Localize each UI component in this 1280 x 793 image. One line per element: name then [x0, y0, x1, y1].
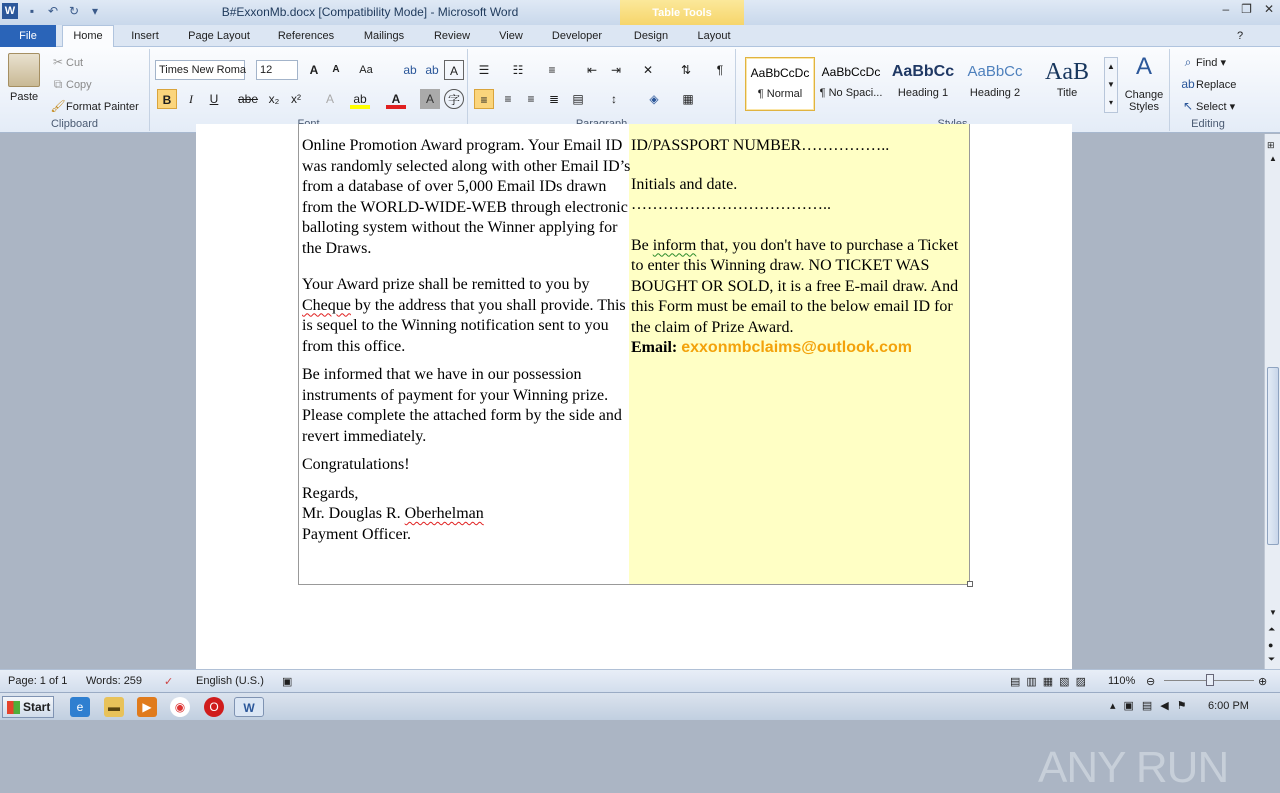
sort-icon[interactable]: ⇅ — [680, 63, 692, 77]
tab-home[interactable]: Home — [62, 25, 114, 48]
zoom-level[interactable]: 110% — [1108, 675, 1136, 687]
proofing-icon[interactable]: ✓ — [164, 676, 174, 688]
replace-button[interactable]: abReplace — [1181, 77, 1237, 91]
styles-group — [736, 49, 1170, 131]
editing-group — [1170, 49, 1246, 131]
select-button[interactable]: ↖ Select ▾ — [1180, 99, 1235, 113]
help-icon[interactable]: ? — [1236, 30, 1244, 42]
zoom-out-icon[interactable]: ⊖ — [1146, 676, 1156, 688]
prev-page-icon[interactable]: ⏶ — [1268, 624, 1276, 634]
font-name-box[interactable]: Times New Roma — [155, 60, 245, 80]
tab-mailings[interactable]: Mailings — [363, 30, 405, 42]
browse-object-icon[interactable]: ● — [1268, 640, 1274, 650]
close-icon[interactable]: ✕ — [1263, 2, 1274, 16]
highlight-icon[interactable]: ab — [350, 89, 370, 109]
multilevel-list-icon[interactable]: ≡ — [548, 63, 556, 77]
tab-design[interactable]: Design — [633, 30, 669, 42]
redo-icon[interactable]: ↻ — [68, 4, 80, 18]
minimize-icon[interactable]: – — [1222, 2, 1230, 16]
ribbon-tabs — [0, 25, 1280, 47]
remit-paragraph: Your Award prize shall be remitted to you by Cheque by the address that you shall provide. This is sequel to the Winning notification sent to you from this office. — [302, 276, 626, 355]
window-controls — [1222, 2, 1274, 16]
editing-label: Editing — [1191, 118, 1225, 130]
italic-icon[interactable]: I — [189, 92, 193, 106]
ribbon — [0, 47, 1280, 133]
ie-icon[interactable]: e — [70, 697, 90, 717]
decrease-indent-icon[interactable]: ⇤ — [586, 63, 598, 77]
initials-line: Initials and date. — [631, 175, 738, 193]
passport-line: ID/PASSPORT NUMBER…………….. — [631, 137, 890, 154]
table-border-left — [298, 124, 299, 585]
start-button[interactable]: Start — [2, 696, 54, 718]
align-center-icon[interactable]: ≡ — [504, 92, 512, 106]
tab-page-layout[interactable]: Page Layout — [188, 30, 250, 42]
text-effects-icon[interactable]: A — [325, 92, 334, 106]
scroll-thumb[interactable] — [1267, 367, 1279, 545]
save-icon[interactable]: ▪ — [29, 4, 35, 18]
view-buttons[interactable]: ▤▥▦▧▨ — [1010, 676, 1092, 688]
email-line: Email: exxonmbclaims@outlook.com — [631, 339, 912, 356]
award-paragraph: Online Promotion Award program. Your Email ID was randomly selected along with other Email ID’s from a database of over 5,000 Email IDs drawn from the WORLD-WIDE-WEB through electronic balloting system without the Winner applying for the Draws. — [302, 137, 631, 257]
media-player-icon[interactable]: ▶ — [137, 697, 157, 717]
anyrun-watermark: ANY RUN — [1038, 743, 1229, 792]
windows-flag-icon — [7, 701, 20, 714]
shrink-font-icon[interactable]: A — [332, 64, 340, 75]
brush-icon: 🖌 — [50, 99, 66, 113]
increase-indent-icon[interactable]: ⇥ — [610, 63, 622, 77]
binoculars-icon: ⌕ — [1184, 55, 1192, 69]
tab-view[interactable]: View — [499, 30, 523, 42]
style-no-spacing[interactable]: AaBbCcDc ¶ No Spaci... — [819, 65, 883, 99]
scroll-up-icon[interactable]: ▲ — [1269, 154, 1277, 163]
taskbar — [0, 692, 1280, 720]
bold-icon[interactable]: B — [157, 89, 177, 109]
title-bar — [0, 0, 1280, 25]
tab-developer[interactable]: Developer — [551, 30, 603, 42]
find-button[interactable]: ⌕ Find ▾ — [1180, 55, 1226, 69]
tab-review[interactable]: Review — [433, 30, 471, 42]
char-shading-icon[interactable]: A — [420, 89, 440, 109]
clear-formatting-icon[interactable]: ab — [403, 63, 417, 77]
informed-paragraph: Be informed that we have in our possession instruments of payment for your Winning prize. Please complete the attached form by the side and revert immediately. — [302, 366, 622, 445]
font-group — [150, 49, 468, 131]
borders-icon[interactable]: ▦ — [682, 92, 694, 106]
word-taskbar-icon[interactable]: W — [234, 697, 264, 717]
replace-icon: ab — [1181, 77, 1195, 91]
char-border-icon[interactable]: A — [444, 60, 464, 80]
enclose-char-icon[interactable]: 字 — [444, 89, 464, 109]
tab-file[interactable]: File — [0, 25, 56, 47]
line-spacing-icon[interactable]: ↕ — [611, 92, 617, 106]
zoom-slider-thumb[interactable] — [1206, 674, 1214, 686]
chrome-icon[interactable]: ◉ — [170, 697, 190, 717]
table-tools-context: Table Tools — [620, 0, 744, 25]
font-color-icon[interactable]: A — [386, 89, 406, 109]
bullets-icon[interactable]: ☰ — [478, 63, 490, 77]
tray-icons[interactable]: ▴▣▤◀⚑ — [1110, 700, 1195, 712]
window-title: B#ExxonMb.docx [Compatibility Mode] - Microsoft Word — [221, 5, 519, 19]
show-marks-icon[interactable]: ¶ — [716, 63, 724, 77]
left-column[interactable] — [302, 136, 632, 545]
clock[interactable]: 6:00 PM — [1208, 700, 1249, 712]
superscript-icon[interactable]: x² — [291, 92, 301, 106]
email-link[interactable]: exxonmbclaims@outlook.com — [681, 339, 912, 356]
shading-icon[interactable]: ◈ — [649, 92, 659, 106]
paragraph-group — [468, 49, 736, 131]
ruler-toggle-icon[interactable]: ⊞ — [1267, 140, 1275, 150]
document-page[interactable] — [196, 124, 1072, 684]
language[interactable]: English (U.S.) — [196, 675, 264, 687]
status-bar — [0, 669, 1280, 692]
page-count[interactable]: Page: 1 of 1 — [8, 675, 68, 687]
scissors-icon: ✂ — [52, 55, 64, 69]
grow-font-icon[interactable]: A — [309, 63, 319, 77]
style-title[interactable]: AaB Title — [1045, 59, 1089, 99]
align-right-icon[interactable]: ≡ — [527, 92, 535, 106]
tab-layout[interactable]: Layout — [697, 30, 731, 42]
customize-qat-icon[interactable]: ▾ — [91, 4, 99, 18]
distributed-icon[interactable]: ▤ — [572, 92, 584, 106]
scroll-down-icon[interactable]: ▼ — [1269, 608, 1277, 617]
asian-layout-icon[interactable]: ✕ — [642, 63, 654, 77]
cursor-icon: ↖ — [1182, 99, 1194, 113]
tab-references[interactable]: References — [277, 30, 335, 42]
styles-scroll[interactable]: ▲ ▼ ▾ — [1104, 57, 1118, 113]
format-painter-button[interactable]: 🖌Format Painter — [50, 99, 139, 113]
copy-icon: ⧉ — [53, 77, 63, 91]
change-styles-icon[interactable]: A — [1135, 53, 1152, 80]
macro-record-icon[interactable]: ▣ — [282, 676, 293, 688]
opera-icon[interactable]: O — [204, 697, 224, 717]
style-heading-1[interactable]: AaBbCc Heading 1 — [891, 63, 955, 99]
copy-button[interactable]: ⧉ Copy — [50, 77, 92, 91]
right-column[interactable] — [631, 136, 969, 359]
strikethrough-icon[interactable]: abe — [238, 92, 259, 106]
vertical-scrollbar[interactable] — [1264, 134, 1280, 669]
table-border-bottom — [298, 584, 970, 585]
tab-insert[interactable]: Insert — [131, 30, 159, 42]
phonetic-icon[interactable]: ab — [425, 63, 439, 77]
cut-button[interactable]: ✂ Cut — [50, 55, 83, 69]
signer-name: Mr. Douglas R. Oberhelman — [302, 505, 484, 522]
align-left-icon[interactable]: ≡ — [474, 89, 494, 109]
paste-button[interactable]: Paste — [10, 91, 39, 103]
clipboard-group — [0, 49, 150, 131]
underline-icon[interactable]: U — [209, 92, 219, 106]
dotted-line: ……………………………….. — [631, 196, 831, 213]
word-count[interactable]: Words: 259 — [86, 675, 143, 687]
style-heading-2[interactable]: AaBbCc Heading 2 — [967, 63, 1023, 99]
inform-paragraph: Be inform that, you don't have to purchase a Ticket to enter this Winning draw. NO TICKET WAS BOUGHT OR SOLD, it is a free E-mail draw. And this Form must be email to the below email ID for the claim of Prize Award. — [631, 236, 959, 336]
change-styles-button[interactable]: Change Styles — [1124, 89, 1164, 113]
regards-line: Regards, — [302, 484, 359, 502]
change-case-icon[interactable]: Aa — [359, 64, 373, 76]
word-app-icon[interactable]: W — [2, 3, 18, 19]
explorer-icon[interactable]: ▬ — [104, 697, 124, 717]
style-normal[interactable]: AaBbCcDc ¶ Normal — [745, 57, 815, 111]
signer-title: Payment Officer. — [302, 525, 412, 543]
font-size-box[interactable]: 12 — [256, 60, 298, 80]
next-page-icon[interactable]: ⏷ — [1268, 654, 1276, 664]
clipboard-label: Clipboard — [50, 118, 99, 130]
justify-icon[interactable]: ≣ — [548, 92, 560, 106]
undo-icon[interactable]: ↶ — [47, 4, 59, 18]
congrats-line: Congratulations! — [302, 456, 410, 473]
restore-icon[interactable]: ❐ — [1241, 2, 1252, 16]
table-resize-handle[interactable] — [967, 581, 973, 587]
zoom-in-icon[interactable]: ⊕ — [1258, 676, 1268, 688]
numbering-icon[interactable]: ☷ — [512, 63, 524, 77]
paste-icon[interactable] — [8, 53, 40, 87]
subscript-icon[interactable]: x₂ — [268, 92, 280, 106]
